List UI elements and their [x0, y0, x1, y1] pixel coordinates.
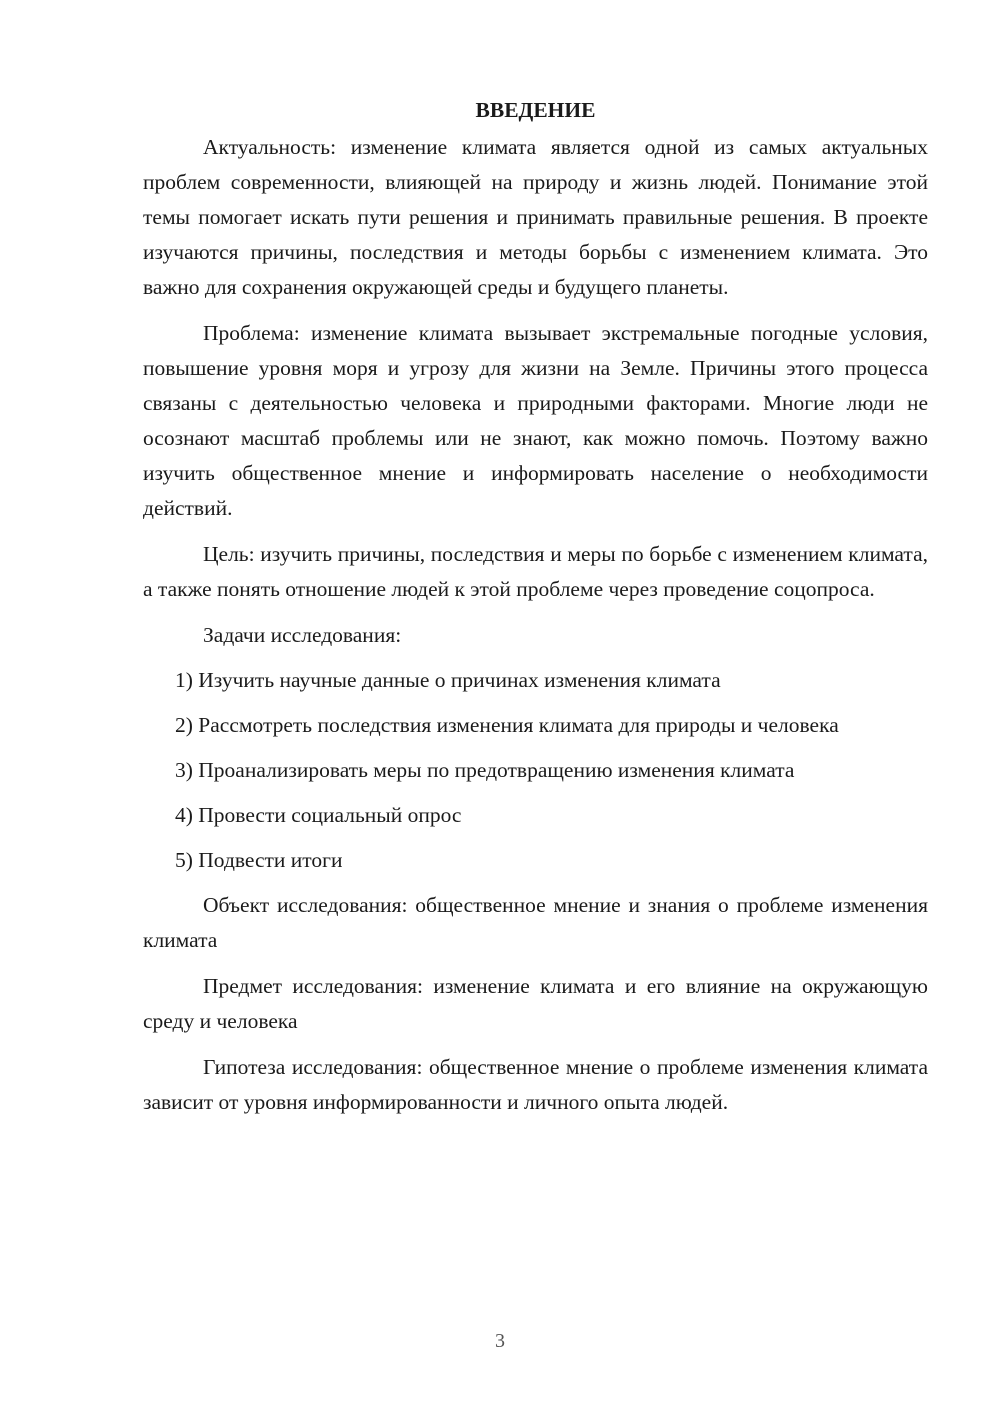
task-item-2: 2) Рассмотреть последствия изменения климата для природы и человека: [175, 713, 839, 737]
goal-paragraph: Цель: изучить причины, последствия и меры по борьбе с изменением климата, а также понять отношение людей к этой проблеме через проведение соцопроса.: [143, 542, 928, 601]
problem-paragraph: Проблема: изменение климата вызывает экстремальные погодные условия, повышение уровня моря и угрозу для жизни на Земле. Причины этого процесса связаны с деятельностью человека и природными факторами. Многие люди не осознают масштаб проблемы или не знают, как можно помочь. Поэтому важно изучить общественное мнение и информировать население о необходимости действий.: [143, 321, 928, 520]
research-hypothesis-paragraph: Гипотеза исследования: общественное мнение о проблеме изменения климата зависит от уровня информированности и личного опыта людей.: [143, 1055, 928, 1114]
page-number: 3: [495, 1330, 505, 1352]
task-item-1: 1) Изучить научные данные о причинах изменения климата: [175, 668, 721, 692]
task-item-3: 3) Проанализировать меры по предотвращению изменения климата: [175, 758, 795, 782]
section-heading: ВВЕДЕНИЕ: [475, 98, 596, 122]
task-item-5: 5) Подвести итоги: [175, 848, 343, 872]
tasks-title: Задачи исследования:: [203, 623, 402, 647]
research-object-paragraph: Объект исследования: общественное мнение и знания о проблеме изменения климата: [143, 893, 928, 952]
research-subject-paragraph: Предмет исследования: изменение климата и его влияние на окружающую среду и человека: [143, 974, 928, 1033]
tasks-list: [143, 663, 928, 878]
task-item-4: 4) Провести социальный опрос: [175, 803, 462, 827]
document-page: [143, 90, 928, 1131]
relevance-paragraph: Актуальность: изменение климата является одной из самых актуальных проблем современности, влияющей на природу и жизнь людей. Понимание этой темы помогает искать пути решения и принимать правильные решения. В проекте изучаются причины, последствия и методы борьбы с изменением климата. Это важно для сохранения окружающей среды и будущего планеты.: [143, 135, 928, 299]
